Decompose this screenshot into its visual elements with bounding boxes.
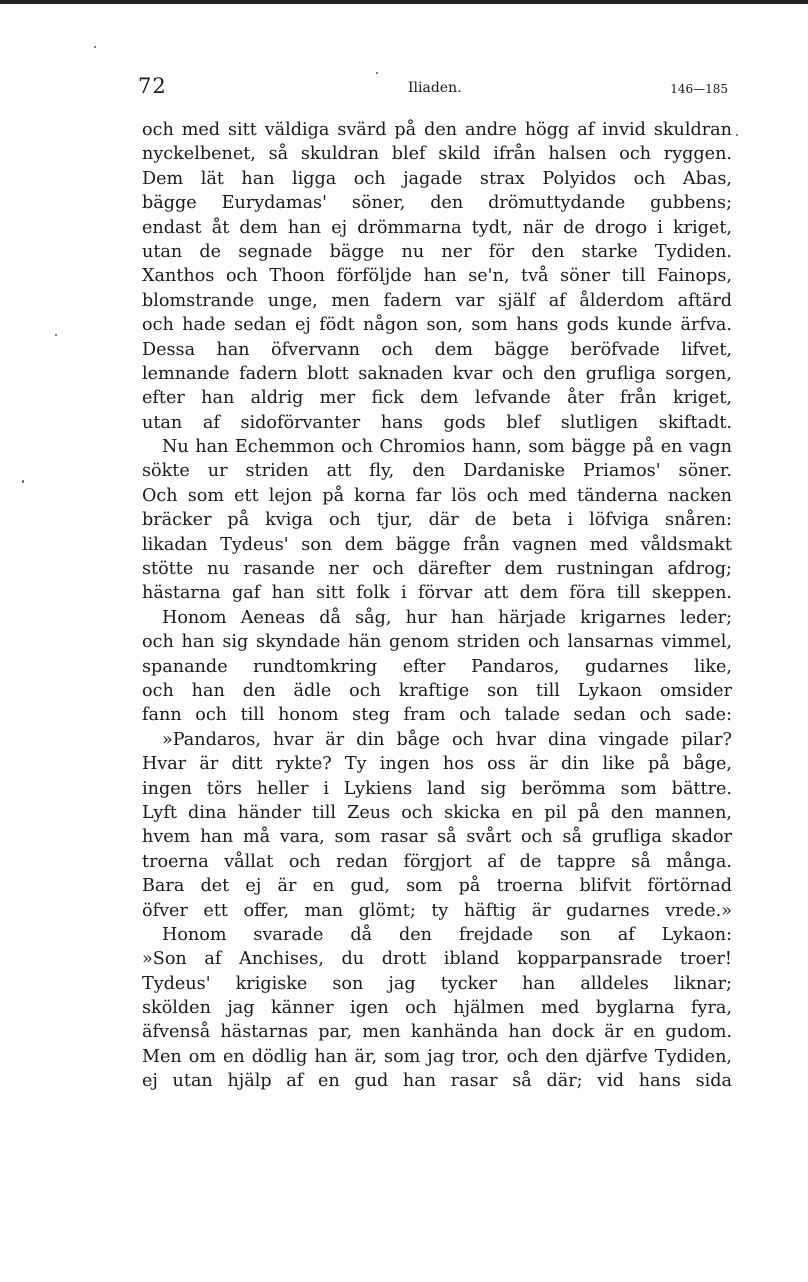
page-header	[138, 74, 728, 100]
text-line: äfvenså hästarnas par, men kanhända han dock är en gudom.	[142, 1022, 732, 1043]
text-line: spanande rundtomkring efter Pandaros, gudarnes like,	[142, 656, 732, 677]
text-line: troerna vållat och redan förgjort af de tappre så många.	[142, 851, 732, 872]
text-line: blomstrande unge, men fadern var själf af ålderdom aftärd	[142, 290, 732, 311]
scan-speck	[736, 134, 738, 136]
scan-speck	[376, 72, 378, 74]
text-line: Xanthos och Thoon förföljde han se'n, två söner till Fainops,	[142, 266, 732, 287]
text-line: och hade sedan ej födt någon son, som hans gods kunde ärfva.	[142, 315, 732, 336]
text-line: bägge Eurydamas' söner, den drömuttydande gubbens;	[142, 193, 732, 214]
text-line: ej utan hjälp af en gud han rasar så där; vid hans sida	[142, 1071, 732, 1092]
text-line: hvem han må vara, som rasar så svårt och så grufliga skador	[142, 827, 732, 848]
text-line: nyckelbenet, så skuldran blef skild ifrån halsen och ryggen.	[142, 144, 732, 165]
text-line: sökte ur striden att fly, den Dardaniske Priamos' söner.	[142, 461, 732, 482]
text-line: bräcker på kviga och tjur, där de beta i löfviga snåren:	[142, 510, 732, 531]
scan-speck	[22, 480, 24, 483]
line-range: 146—185	[670, 82, 728, 96]
running-title: Iliaden.	[408, 80, 462, 96]
text-line: och med sitt väldiga svärd på den andre högg af invid skuldran	[142, 120, 732, 140]
text-line: och han sig skyndade hän genom striden och lansarnas vimmel,	[142, 632, 732, 653]
text-line: Och som ett lejon på korna far lös och med tänderna nacken	[142, 485, 732, 506]
scan-speck	[94, 46, 96, 48]
text-line: Bara det ej är en gud, som på troerna blifvit förtörnad	[142, 876, 732, 897]
text-line: Honom svarade då den frejdade son af Lykaon:	[162, 924, 732, 945]
text-line: fann och till honom steg fram och talade sedan och sade:	[142, 705, 732, 726]
text-line: Dessa han öfvervann och dem bägge beröfvade lifvet,	[142, 339, 732, 360]
text-line: Men om en dödlig han är, som jag tror, och den djärfve Tydiden,	[142, 1046, 732, 1067]
text-line: endast åt dem han ej drömmarna tydt, när de drogo i kriget,	[142, 217, 732, 238]
verse-text	[142, 118, 732, 1094]
text-line: »Son af Anchises, du drott ibland kopparpansrade troer!	[142, 949, 732, 970]
text-line: lemnande fadern blott saknaden kvar och den grufliga sorgen,	[142, 363, 732, 384]
text-line: skölden jag känner igen och hjälmen med byglarna fyra,	[142, 998, 732, 1019]
text-line: Dem lät han ligga och jagade strax Polyidos och Abas,	[142, 168, 732, 189]
text-line: likadan Tydeus' son dem bägge från vagnen med våldsmakt	[142, 534, 732, 555]
text-line: efter han aldrig mer fick dem lefvande åter från kriget,	[142, 388, 732, 409]
text-line: ingen törs heller i Lykiens land sig berömma som bättre.	[142, 778, 732, 799]
text-line: utan de segnade bägge nu ner för den starke Tydiden.	[142, 241, 732, 262]
text-line: utan af sidoförvanter hans gods blef slutligen skiftadt.	[142, 412, 732, 433]
text-line: stötte nu rasande ner och därefter dem rustningan afdrog;	[142, 559, 732, 580]
page-number: 72	[138, 74, 167, 98]
text-line: öfver ett offer, man glömt; ty häftig är gudarnes vrede.»	[142, 900, 732, 921]
text-line: Lyft dina händer till Zeus och skicka en pil på den mannen,	[142, 802, 732, 823]
text-line: Tydeus' krigiske son jag tycker han alldeles liknar;	[142, 973, 732, 994]
text-line: och han den ädle och kraftige son till Lykaon omsider	[142, 680, 732, 701]
scan-edge	[0, 0, 808, 4]
text-line: »Pandaros, hvar är din båge och hvar dina vingade pilar?	[162, 729, 732, 750]
scan-speck	[55, 334, 57, 336]
text-line: Honom Aeneas då såg, hur han härjade krigarnes leder;	[162, 607, 732, 628]
text-line: hästarna gaf han sitt folk i förvar att dem föra till skeppen.	[142, 583, 732, 604]
text-line: Nu han Echemmon och Chromios hann, som bägge på en vagn	[162, 437, 732, 458]
text-line: Hvar är ditt rykte? Ty ingen hos oss är din like på båge,	[142, 754, 732, 775]
